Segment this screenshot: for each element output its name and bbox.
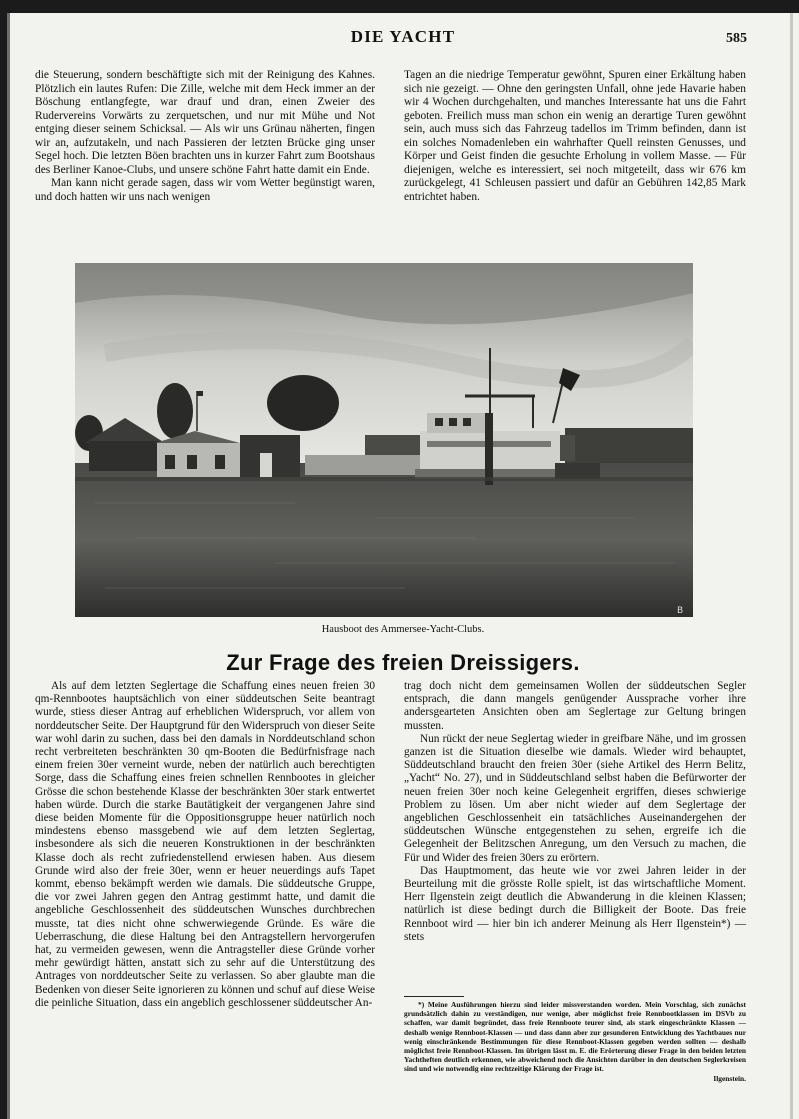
footnote-signature: Ilgenstein.: [713, 1073, 746, 1083]
svg-text:B: B: [677, 606, 684, 616]
houseboat-photo: [75, 263, 693, 617]
page-edge-shadow: [7, 13, 10, 1119]
article-left-column: [35, 680, 375, 1010]
footnote-divider: [404, 996, 464, 997]
paragraph: Das Hauptmoment, das heute wie vor zwei Jahren leider in der Beurteilung mit die grösste Rolle spielt, ist das wirtschaftliche Moment. Herr Ilgenstein zeigt deutlich die Abwanderung in die kleinen Klassen; natürlich ist diese bedingt durch die Billigkeit der Boote. Das freie Rennboot wird — hier bin ich anderer Meinung als Herr Ilgenstein*) — stets: [404, 864, 746, 943]
paragraph: Nun rückt der neue Seglertag wieder in greifbare Nähe, und im grossen ganzen ist die Situation dieselbe wie damals. Wieder wird behauptet, Süddeutschland braucht den freien 30er (siehe Artikel des Herrn Belitz, „Yacht“ No. 27), und in Süddeutschland selbst haben die Befürworter der neuen freien 30er noch keine Gelegenheit ergriffen, dieses schwierige Problem zu lösen. Um aber nicht wieder auf dem Seglertage der angeblichen Geschlossenheit ein tatsächliches Auseinandergehen der süddeutschen Wünsche entgegenstehen zu sehen, ergreife ich die Gelegenheit der Belitzschen Anregung, um den Versuch zu machen, die Für und Wider des freien 30ers zu erörtern.: [404, 732, 746, 864]
top-left-column: [35, 69, 375, 204]
page-margin-band: [790, 13, 793, 1119]
photo-caption: Hausboot des Ammersee-Yacht-Clubs.: [321, 624, 485, 635]
paragraph: die Steuerung, sondern beschäftigte sich mit der Reinigung des Kahnes. Plötzlich ein lautes Rufen: Die Zille, welche mit dem Heck immer an der Böschung entlangfegte, war drauf und dran, einen Zweier des Rudervereins Vorwärts zu zerquetschen, und nur mit Mühe und Not entging dieser seinem Schicksal. — Als wir uns Grünau näherten, fingen wir an, aufzutakeln, und nach Passieren der letzten Brücke ging unser Segel hoch. Die letzten Böen brachten uns in kurzer Fahrt zum Bootshaus des Berliner Kanoe-Clubs, und unsere schöne Fahrt hatte damit ein Ende.: [35, 69, 375, 176]
article-title: Zur Frage des freien Dreissigers.: [226, 650, 580, 675]
houseboat-photo-drawing: [75, 263, 693, 617]
paragraph: trag doch nicht dem gemeinsamen Wollen der süddeutschen Segler entsprach, die dann mangels genügender Aussprache vorher ihre andersgearteten Ansichten oben am Seglertage zur Geltung bringen mussten.: [404, 680, 746, 732]
article-right-column: [404, 680, 746, 944]
paragraph: Tagen an die niedrige Temperatur gewöhnt, Spuren einer Erkältung haben sich nie gezeigt. — Ohne den geringsten Unfall, ohne jede Havarie haben wir 4 Wochen durchgehalten, und manches Interessante hat uns die Fahrt geboten. Freilich muss man schon ein wenig an derartige Turen gewöhnt sein, auch muss sich das Fahrzeug tadellos im Trimm befinden, dann ist ein solches Nomadenleben ein wahrhafter Quell reinsten Genusses, und Körper und Geist finden die gesuchte Erholung in vollem Masse. — Für diejenigen, welche es interessiert, sei noch mitgeteilt, dass wir 676 km zurückgelegt, 41 Schleusen passiert und dafür an Gebühren 142,85 Mark entrichtet haben.: [404, 69, 746, 203]
running-header: DIE YACHT: [350, 27, 456, 46]
page-number: 585: [726, 31, 747, 46]
footnote: [404, 1000, 746, 1083]
top-right-column: [404, 69, 746, 204]
paragraph: Man kann nicht gerade sagen, dass wir vom Wetter begünstigt waren, und doch hatten wir uns nach wenigen: [35, 177, 375, 203]
paragraph: Als auf dem letzten Seglertage die Schaffung eines neuen freien 30 qm-Rennbootes hauptsächlich von einer süddeutschen Seite beantragt wurde, stiess dieser Antrag auf erheblichen Widerspruch, vor allem von norddeutscher Seite. Der Hauptgrund für den Widerspruch von dieser Seite war wohl darin zu suchen, dass bei den damals in Norddeutschland schon recht verbreiteten beschränkten 30 qm-Booten die Bedürfnisfrage nach einem freien 30er verneint wurde, neben der natürlich auch berechtigten Sorge, dass die Schaffung eines freien schnellen Rennbootes in gleicher Grösse die schon bestehende Klasse der beschränkten 30er stark entwertet haben würde. Durch die starke Bautätigkeit der vergangenen Jahre sind diese beiden Momente für die Oppositionsgruppe heuer natürlich noch mindestens ebenso massgebend wie auf dem letzten Seglertag, insbesondere als sich die neueren Konstruktionen in der beschränkten Klasse doch als recht zufriedenstellend erwiesen haben. Aus diesem Grunde wird also der freie 30er, wenn er heuer neuerdings aufs Tapet kommt, ebenso bekämpft werden wie damals. Die süddeutsche Gruppe, die vor zwei Jahren gegen den Antrag gestimmt hatte, und damit die angebliche Geschlossenheit des süddeutschen Wunsches durchbrechen musste, tat dies nicht ohne schwerwiegende Gründe. Es wäre die Ueberraschung, die diese Haltung bei den Antragstellern hervorgerufen hat, zu vermeiden gewesen, wenn die Antragsteller diese Gründe vorher mehr gewürdigt hätten, anstatt sich zu sehr auf die Unterstützung des Antrages von norddeutscher Seite zu verlassen. So aber glaubte man die Bedenken von dieser Seite ignorieren zu können und schuf auf diese Weise die peinliche Situation, dass ein angeblich geschlossener süddeutscher An-: [35, 680, 375, 1009]
footnote-text: *) Meine Ausführungen hierzu sind leider missverstanden worden. Mein Vorschlag, sich zunächst grundsätzlich dahin zu verständigen, nur wenige, aber möglichst freie Rennbootklassen im DSVb zu schaffen, war damit begründet, dass freie Rennboote teurer sind, als stark eingeschränkte Klassen — deshalb wenige Rennboot-Klassen — und dass dann aber zur gesunderen Entwicklung des Yachtbaues nur wenig einschränkende Bestimmungen für diese Rennboot-Klassen gegeben werden sollten — deshalb möglichst freie Rennboot-Klassen. Im übrigen lässt m. E. die Erörterung dieser Frage in den beiden letzten Yachtheften deutlich erkennen, wie abweichend noch die Ansichten darüber in den deutschen Seglerkreisen sind und wie notwendig eine rechtzeitige Klärung der Frage ist.: [404, 1000, 746, 1074]
magazine-page: [7, 13, 799, 1119]
